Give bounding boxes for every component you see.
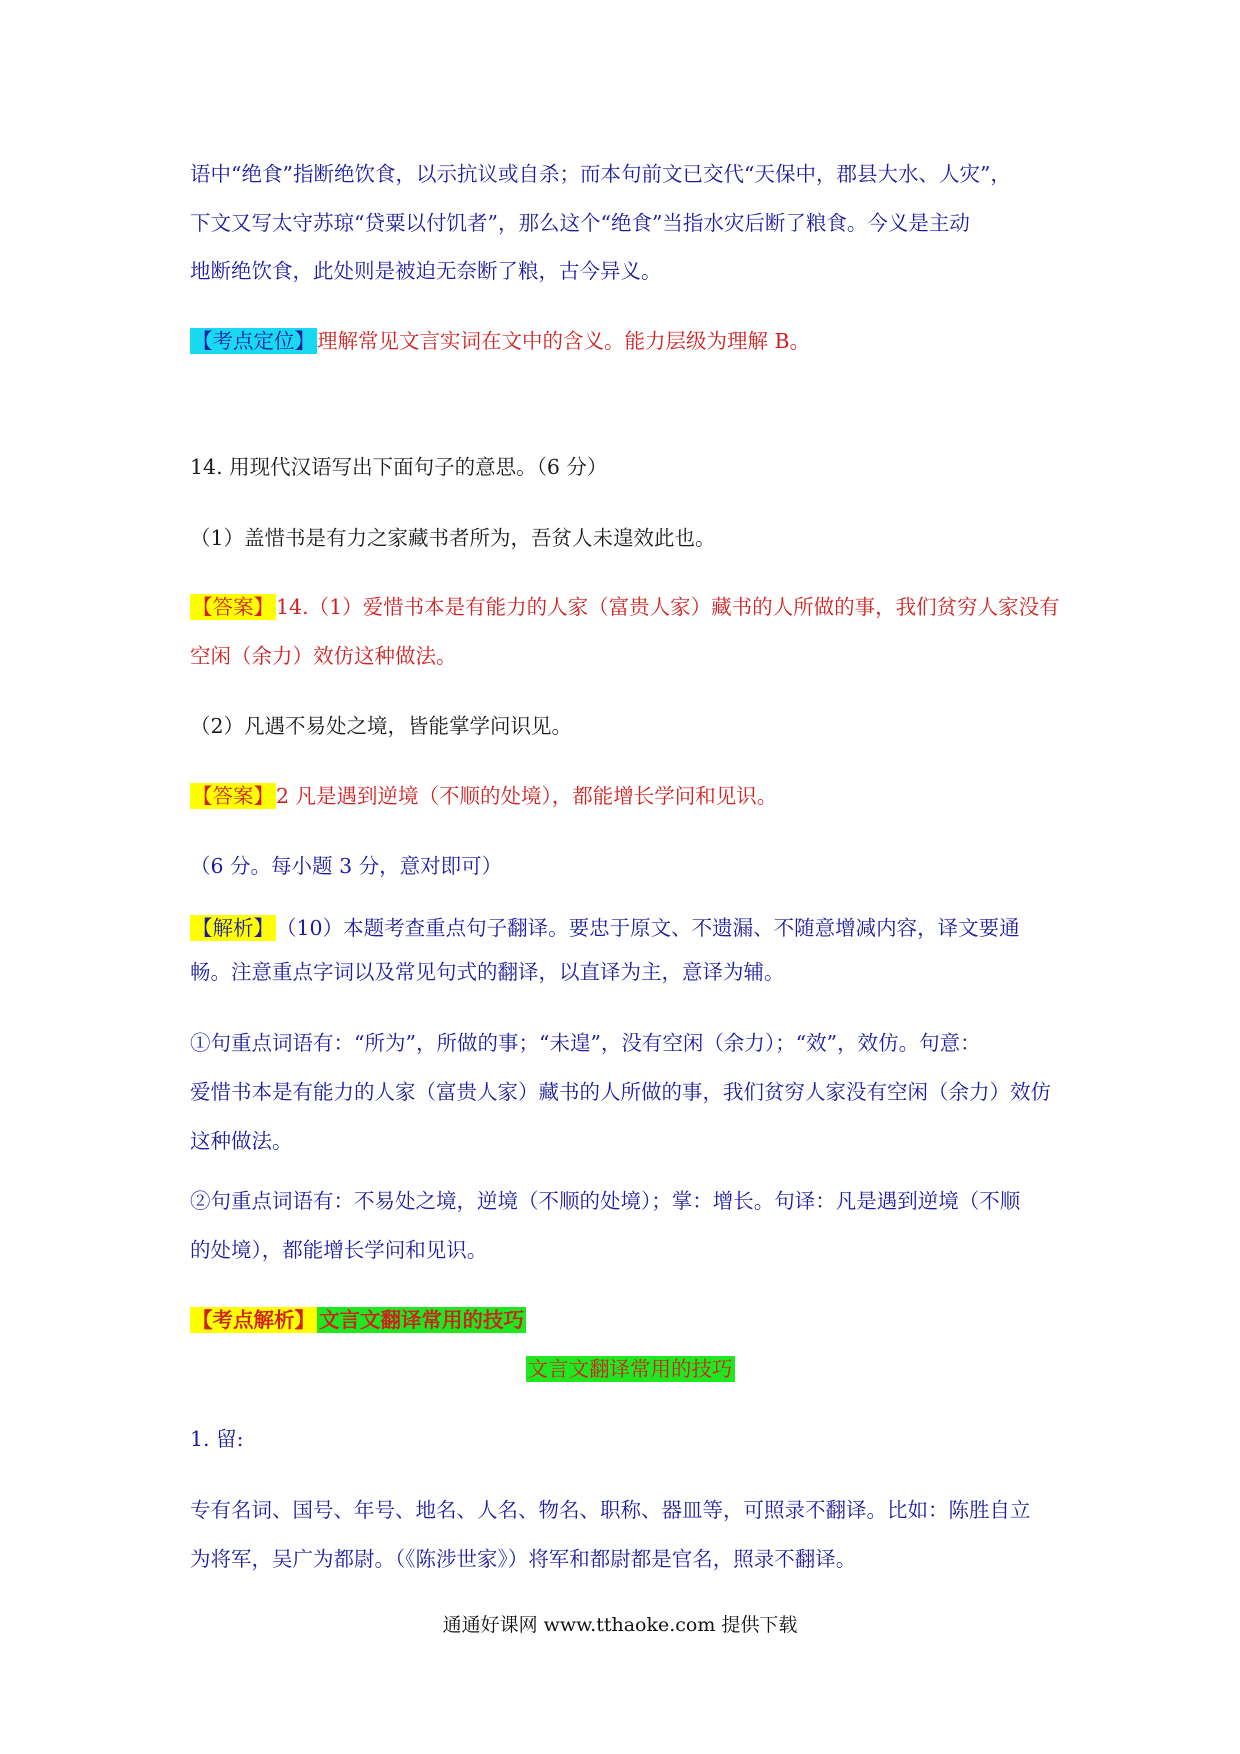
section-center-title-row [190, 1355, 1070, 1383]
answer-tag: 【答案】 [192, 595, 274, 619]
skill-1-line1: 专有名词、国号、年号、地名、人名、物名、职称、器皿等，可照录不翻译。比如：陈胜自立 [190, 1498, 1031, 1522]
kaodian-dingwei-text: 理解常见文言实词在文中的含义。能力层级为理解 B。 [317, 329, 811, 353]
kaodian-dingwei-tag: 【考点定位】 [192, 329, 315, 353]
jiexi-point1-line1: ①句重点词语有：“所为”，所做的事；“未遑”，没有空闲（余力）；“效”，效仿。句意： [190, 1031, 981, 1055]
skill-1-heading: 1. 留: [190, 1427, 244, 1451]
page-footer: 通通好课网 www.tthaoke.com 提供下载 [442, 1614, 798, 1636]
jiexi-text: （10）本题考查重点句子翻译。要忠于原文、不遗漏、不随意增减内容，译文要通 [276, 916, 1020, 940]
kaodian-jiexi-tag: 【考点解析】 [192, 1308, 315, 1332]
section-center-title: 文言文翻译常用的技巧 [527, 1357, 733, 1381]
question-14-sentence-1: （1）盖惜书是有力之家藏书者所为，吾贫人未遑效此也。 [190, 526, 716, 550]
score-note: （6 分。每小题 3 分，意对即可） [190, 854, 503, 878]
kaodian-jiexi-title: 文言文翻译常用的技巧 [319, 1308, 524, 1332]
kaodian-jiexi-heading [190, 1306, 1070, 1334]
answer-1-line2: 空闲（余力）效仿这种做法。 [190, 644, 457, 668]
answer-2-text: 2 凡是遇到逆境（不顺的处境），都能增长学问和见识。 [276, 784, 778, 808]
skill-1-line2: 为将军，吴广为都尉。（《陈涉世家》）将军和都尉都是官名，照录不翻译。 [190, 1547, 857, 1571]
para1-line3: 地断绝饮食，此处则是被迫无奈断了粮，古今异义。 [190, 259, 662, 283]
question-14-sentence-2: （2）凡遇不易处之境，皆能掌学问识见。 [190, 714, 573, 738]
jiexi-line1 [190, 914, 1070, 942]
question-14-title: 14. 用现代汉语写出下面句子的意思。（6 分） [190, 455, 608, 479]
answer-1-text: 14.（1）爱惜书本是有能力的人家（富贵人家）藏书的人所做的事，我们贫穷人家没有 [276, 595, 1060, 619]
jiexi-tag: 【解析】 [192, 916, 274, 940]
jiexi-point2-line1: ②句重点词语有：不易处之境，逆境（不顺的处境）；掌：增长。句译：凡是遇到逆境（不顺 [190, 1189, 1021, 1213]
para1-line2: 下文又写太守苏琼“贷粟以付饥者”，那么这个“绝食”当指水灾后断了粮食。今义是主动 [190, 211, 970, 235]
para1-line1: 语中“绝食”指断绝饮食，以示抗议或自杀；而本句前文已交代“天保中，郡县大水、人灾”， [190, 162, 1011, 186]
answer-1-line1 [190, 593, 1070, 621]
jiexi-point2-line2: 的处境），都能增长学问和见识。 [190, 1238, 488, 1262]
answer-tag: 【答案】 [192, 784, 274, 808]
jiexi-line2: 畅。注意重点字词以及常见句式的翻译，以直译为主，意译为辅。 [190, 960, 785, 984]
answer-2-line [190, 782, 1070, 810]
kaodian-dingwei-paragraph [190, 327, 1070, 355]
jiexi-point1-line2: 爱惜书本是有能力的人家（富贵人家）藏书的人所做的事，我们贫穷人家没有空闲（余力）效仿 [190, 1080, 1051, 1104]
jiexi-point1-line3: 这种做法。 [190, 1129, 293, 1153]
